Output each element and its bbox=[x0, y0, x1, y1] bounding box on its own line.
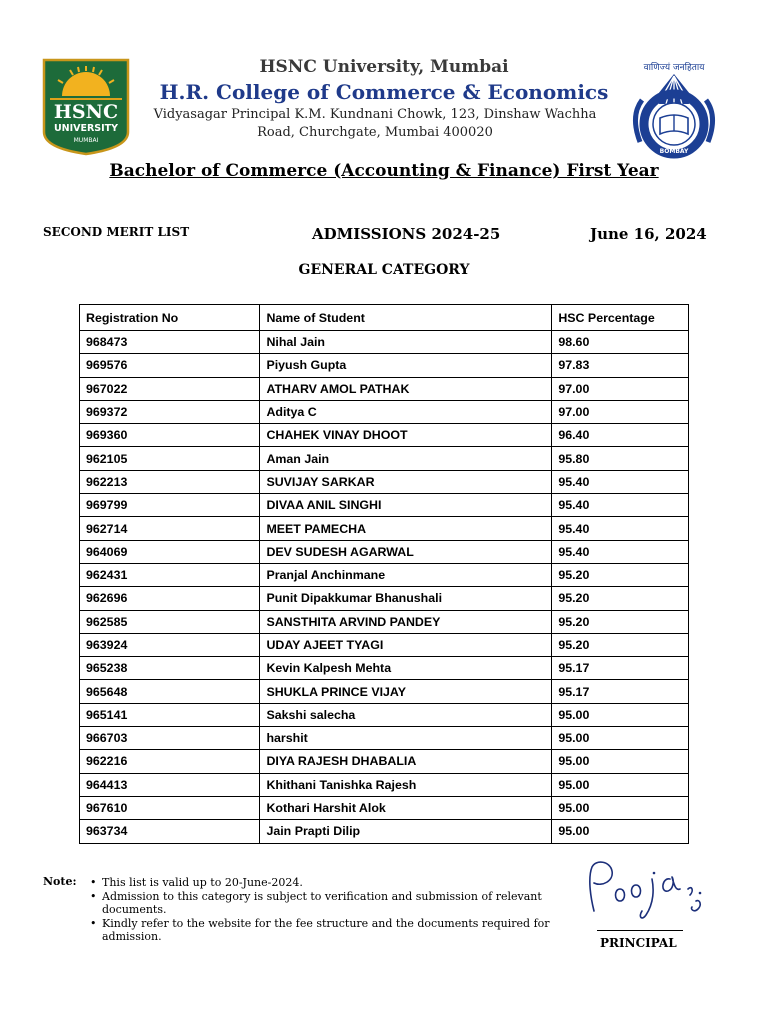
registration-cell: 962213 bbox=[80, 470, 260, 493]
hsc-percentage-cell: 95.00 bbox=[552, 703, 689, 726]
notes-list bbox=[88, 876, 558, 944]
registration-cell: 969360 bbox=[80, 424, 260, 447]
merit-list-label: SECOND MERIT LIST bbox=[43, 225, 190, 239]
document-title: Bachelor of Commerce (Accounting & Finance) First Year bbox=[109, 161, 659, 181]
registration-cell: 962585 bbox=[80, 610, 260, 633]
registration-cell: 962714 bbox=[80, 517, 260, 540]
table-body bbox=[80, 331, 689, 844]
logo-text-university: UNIVERSITY bbox=[53, 123, 119, 134]
student-name-cell: SUVIJAY SARKAR bbox=[260, 470, 552, 493]
hsc-percentage-cell: 95.20 bbox=[552, 633, 689, 656]
hsc-percentage-cell: 97.00 bbox=[552, 377, 689, 400]
student-name-cell: Pranjal Anchinmane bbox=[260, 563, 552, 586]
college-address bbox=[150, 106, 600, 142]
registration-cell: 965648 bbox=[80, 680, 260, 703]
table-row bbox=[80, 587, 689, 610]
student-name-cell: MEET PAMECHA bbox=[260, 517, 552, 540]
emblem-motto: वाणिज्यं जनहिताय bbox=[643, 63, 705, 73]
emblem-city: BOMBAY bbox=[659, 148, 689, 155]
principal-signature bbox=[580, 855, 710, 927]
note-label: Note: bbox=[43, 875, 77, 888]
table-row bbox=[80, 796, 689, 819]
hsnc-university-logo bbox=[42, 58, 130, 156]
table-row bbox=[80, 470, 689, 493]
student-name-cell: Kevin Kalpesh Mehta bbox=[260, 657, 552, 680]
registration-cell: 963734 bbox=[80, 820, 260, 843]
hsc-percentage-cell: 96.40 bbox=[552, 424, 689, 447]
student-name-cell: ATHARV AMOL PATHAK bbox=[260, 377, 552, 400]
student-name-cell: Kothari Harshit Alok bbox=[260, 796, 552, 819]
registration-cell: 969372 bbox=[80, 400, 260, 423]
registration-cell: 964413 bbox=[80, 773, 260, 796]
registration-cell: 969799 bbox=[80, 494, 260, 517]
hsc-percentage-cell: 95.00 bbox=[552, 727, 689, 750]
hsc-percentage-cell: 95.17 bbox=[552, 657, 689, 680]
student-name-cell: Jain Prapti Dilip bbox=[260, 820, 552, 843]
list-date: June 16, 2024 bbox=[590, 225, 707, 243]
column-header-registration: Registration No bbox=[80, 305, 260, 331]
registration-cell: 962105 bbox=[80, 447, 260, 470]
table-row bbox=[80, 447, 689, 470]
registration-cell: 962431 bbox=[80, 563, 260, 586]
address-line-2: Road, Churchgate, Mumbai 400020 bbox=[257, 125, 493, 140]
table-row bbox=[80, 610, 689, 633]
student-name-cell: Aditya C bbox=[260, 400, 552, 423]
note-item: • This list is valid up to 20-June-2024. bbox=[88, 876, 558, 890]
hsc-percentage-cell: 95.40 bbox=[552, 470, 689, 493]
column-header-name: Name of Student bbox=[260, 305, 552, 331]
student-name-cell: Sakshi salecha bbox=[260, 703, 552, 726]
table-row bbox=[80, 331, 689, 354]
student-name-cell: SANSTHITA ARVIND PANDEY bbox=[260, 610, 552, 633]
hsc-percentage-cell: 95.40 bbox=[552, 494, 689, 517]
hsc-percentage-cell: 95.00 bbox=[552, 773, 689, 796]
hr-college-emblem bbox=[620, 60, 728, 160]
registration-cell: 965238 bbox=[80, 657, 260, 680]
table-row bbox=[80, 703, 689, 726]
student-name-cell: UDAY AJEET TYAGI bbox=[260, 633, 552, 656]
hsc-percentage-cell: 95.17 bbox=[552, 680, 689, 703]
column-header-percentage: HSC Percentage bbox=[552, 305, 689, 331]
student-name-cell: Punit Dipakkumar Bhanushali bbox=[260, 587, 552, 610]
logo-text-hsnc: HSNC bbox=[53, 101, 119, 123]
table-row bbox=[80, 657, 689, 680]
student-name-cell: Nihal Jain bbox=[260, 331, 552, 354]
logo-text-mumbai: MUMBAI bbox=[73, 137, 99, 144]
table-row bbox=[80, 354, 689, 377]
table-row bbox=[80, 633, 689, 656]
hsc-percentage-cell: 95.20 bbox=[552, 610, 689, 633]
merit-table bbox=[79, 304, 689, 844]
hsc-percentage-cell: 95.40 bbox=[552, 540, 689, 563]
hsc-percentage-cell: 95.00 bbox=[552, 750, 689, 773]
student-name-cell: Khithani Tanishka Rajesh bbox=[260, 773, 552, 796]
table-row bbox=[80, 377, 689, 400]
note-item: • Kindly refer to the website for the fee structure and the documents required for admission. bbox=[88, 917, 558, 944]
table-row bbox=[80, 820, 689, 843]
table-row bbox=[80, 750, 689, 773]
student-name-cell: SHUKLA PRINCE VIJAY bbox=[260, 680, 552, 703]
registration-cell: 964069 bbox=[80, 540, 260, 563]
table-row bbox=[80, 680, 689, 703]
table-row bbox=[80, 727, 689, 750]
hsc-percentage-cell: 95.80 bbox=[552, 447, 689, 470]
registration-cell: 965141 bbox=[80, 703, 260, 726]
table-row bbox=[80, 540, 689, 563]
hsc-percentage-cell: 97.00 bbox=[552, 400, 689, 423]
hsc-percentage-cell: 95.00 bbox=[552, 820, 689, 843]
hsc-percentage-cell: 95.00 bbox=[552, 796, 689, 819]
student-name-cell: DIYA RAJESH DHABALIA bbox=[260, 750, 552, 773]
note-item: • Admission to this category is subject to verification and submission of relevant documents. bbox=[88, 890, 558, 917]
registration-cell: 962696 bbox=[80, 587, 260, 610]
table-row bbox=[80, 400, 689, 423]
student-name-cell: Piyush Gupta bbox=[260, 354, 552, 377]
hsc-percentage-cell: 95.40 bbox=[552, 517, 689, 540]
student-name-cell: CHAHEK VINAY DHOOT bbox=[260, 424, 552, 447]
student-name-cell: Aman Jain bbox=[260, 447, 552, 470]
student-name-cell: DIVAA ANIL SINGHI bbox=[260, 494, 552, 517]
registration-cell: 967610 bbox=[80, 796, 260, 819]
admissions-label: ADMISSIONS 2024-25 bbox=[312, 225, 501, 243]
hsc-percentage-cell: 95.20 bbox=[552, 587, 689, 610]
registration-cell: 966703 bbox=[80, 727, 260, 750]
signature-line bbox=[597, 930, 683, 931]
registration-cell: 962216 bbox=[80, 750, 260, 773]
hsc-percentage-cell: 97.83 bbox=[552, 354, 689, 377]
table-header-row bbox=[80, 305, 689, 331]
hsc-percentage-cell: 98.60 bbox=[552, 331, 689, 354]
table-row bbox=[80, 424, 689, 447]
principal-label: PRINCIPAL bbox=[600, 936, 677, 950]
hsc-percentage-cell: 95.20 bbox=[552, 563, 689, 586]
university-name: HSNC University, Mumbai bbox=[259, 57, 509, 77]
registration-cell: 967022 bbox=[80, 377, 260, 400]
table-row bbox=[80, 773, 689, 796]
category-heading: GENERAL CATEGORY bbox=[298, 262, 470, 278]
registration-cell: 968473 bbox=[80, 331, 260, 354]
address-line-1: Vidyasagar Principal K.M. Kundnani Chowk, 123, Dinshaw Wachha bbox=[153, 107, 597, 122]
table-row bbox=[80, 494, 689, 517]
registration-cell: 963924 bbox=[80, 633, 260, 656]
student-name-cell: DEV SUDESH AGARWAL bbox=[260, 540, 552, 563]
table-row bbox=[80, 517, 689, 540]
table-row bbox=[80, 563, 689, 586]
college-name: H.R. College of Commerce & Economics bbox=[159, 80, 609, 104]
student-name-cell: harshit bbox=[260, 727, 552, 750]
registration-cell: 969576 bbox=[80, 354, 260, 377]
